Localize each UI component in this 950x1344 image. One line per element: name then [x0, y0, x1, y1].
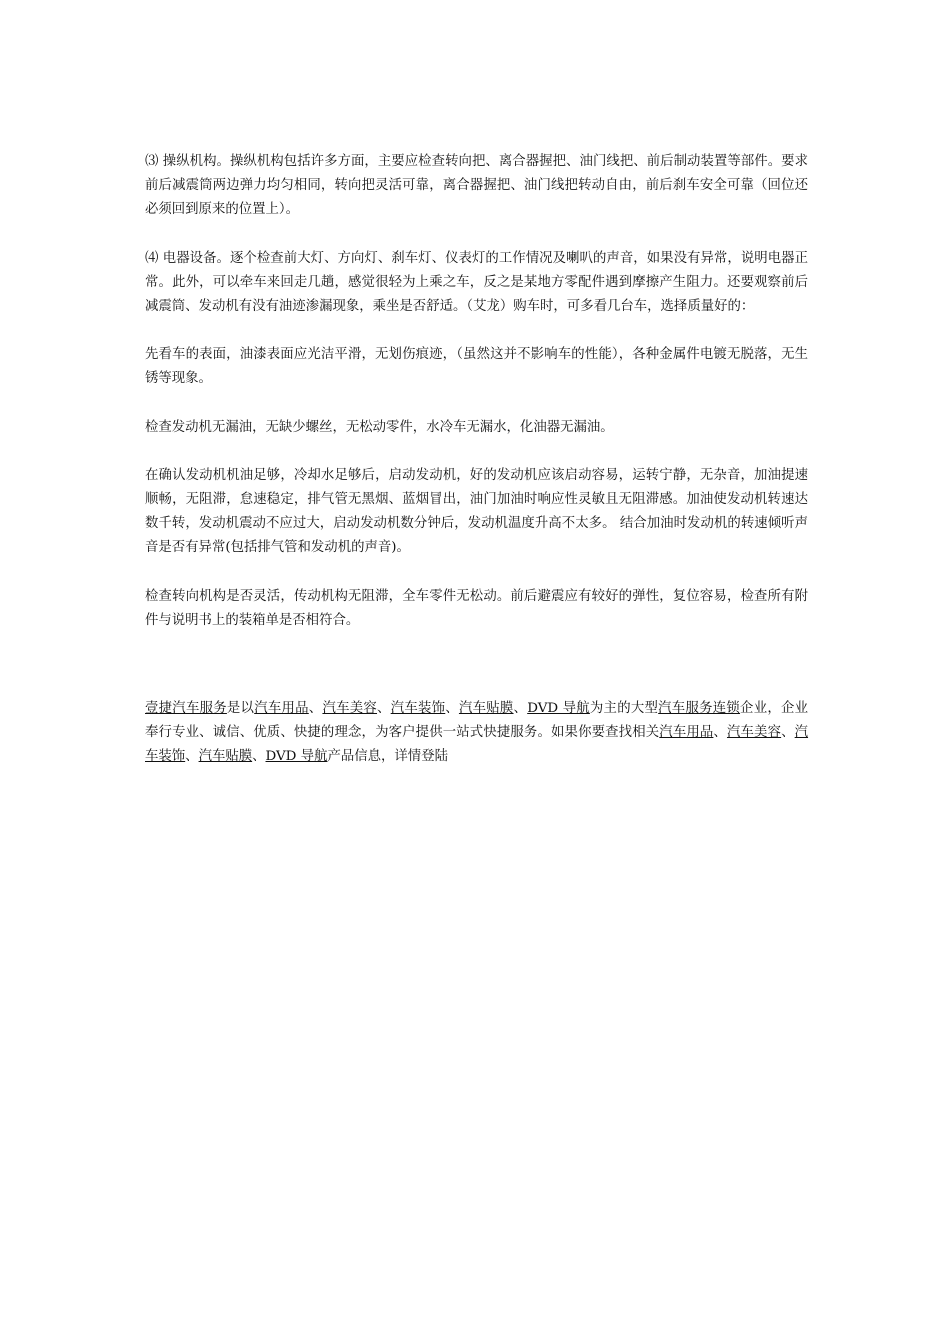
paragraph-surface: 先看车的表面，油漆表面应光洁平滑，无划伤痕迹，（虽然这并不影响车的性能），各种金属件电镀无脱落，无生锈等现象。 — [145, 347, 808, 387]
ad-separator: 、 — [252, 749, 266, 765]
ad-paragraph — [145, 697, 808, 770]
ad-text: 是以 — [226, 701, 255, 717]
paragraph-controls: ⑶ 操纵机构。操纵机构包括许多方面，主要应检查转向把、离合器握把、油门线把、前后制动装置等部件。要求前后减震筒两边弹力均匀相同，转向把灵活可靠，离合器握把、油门线把转动自由，前后刹车安全可靠（回位还必须回到原来的位置上）。 — [145, 154, 808, 218]
paragraph-electrical: ⑷ 电器设备。逐个检查前大灯、方向灯、刹车灯、仪表灯的工作情况及喇叭的声音，如果没有异常，说明电器正常。此外，可以牵车来回走几趟，感觉很轻为上乘之车，反之是某地方零配件遇到摩擦产生阻力。还要观察前后减震筒、发动机有没有油迹渗漏现象，乘坐是否舒适。（艾龙）购车时，可多看几台车，选择质量好的： — [145, 250, 808, 315]
ad-separator: 、 — [185, 749, 199, 765]
link-car-decoration-2[interactable]: 汽车装饰 — [145, 725, 809, 765]
ad-separator: 、 — [377, 701, 391, 717]
paragraph-steering: 检查转向机构是否灵活，传动机构无阻滞，全车零件无松动。前后避震应有较好的弹性，复位容易，检查所有附件与说明书上的装箱单是否相符合。 — [145, 588, 808, 628]
link-car-beauty-2[interactable]: 汽车美容 — [726, 725, 782, 741]
link-dvd-navigation-2[interactable]: DVD 导航 — [265, 749, 328, 765]
ad-separator: 、 — [308, 701, 323, 717]
link-service-chain[interactable]: 汽车服务连锁 — [658, 701, 741, 717]
paragraph-engine-leaks: 检查发动机无漏油，无缺少螺丝，无松动零件，水冷车无漏水，化油器无漏油。 — [145, 419, 614, 435]
ad-text: 产品信息，详情登陆 — [327, 749, 448, 765]
link-car-supplies[interactable]: 汽车用品 — [254, 701, 309, 717]
ad-separator: 、 — [713, 725, 727, 741]
link-car-film-2[interactable]: 汽车贴膜 — [198, 749, 253, 765]
ad-text: 为主的大型 — [589, 701, 659, 717]
ad-separator: 、 — [781, 725, 795, 741]
document-body — [145, 150, 808, 783]
link-car-beauty[interactable]: 汽车美容 — [322, 701, 378, 717]
link-brand[interactable]: 壹捷汽车服务 — [145, 701, 227, 717]
link-car-supplies-2[interactable]: 汽车用品 — [659, 725, 714, 741]
paragraph-engine-start: 在确认发动机机油足够，冷却水足够后，启动发动机，好的发动机应该启动容易，运转宁静，无杂音，加油提速顺畅，无阻滞，怠速稳定，排气管无黑烟、蓝烟冒出，油门加油时响应性灵敏且无阻滞感。加油使发动机转速达数千转，发动机震动不应过大，启动发动机数分钟后，发动机温度升高不太多。 结合加油时发动机的转速倾听声音是否有异常(包括排气管和发动机的声音)。 — [145, 467, 808, 556]
link-car-decoration[interactable]: 汽车装饰 — [390, 701, 446, 717]
link-car-film[interactable]: 汽车贴膜 — [458, 701, 514, 717]
ad-separator: 、 — [445, 701, 459, 717]
ad-text: 企业，企业奉行专业、诚信、优质、快捷的理念，为客户提供一站式快捷服务。如果你要查找相关 — [145, 701, 809, 741]
ad-separator: 、 — [513, 701, 528, 717]
link-dvd-navigation[interactable]: DVD 导航 — [527, 701, 590, 717]
